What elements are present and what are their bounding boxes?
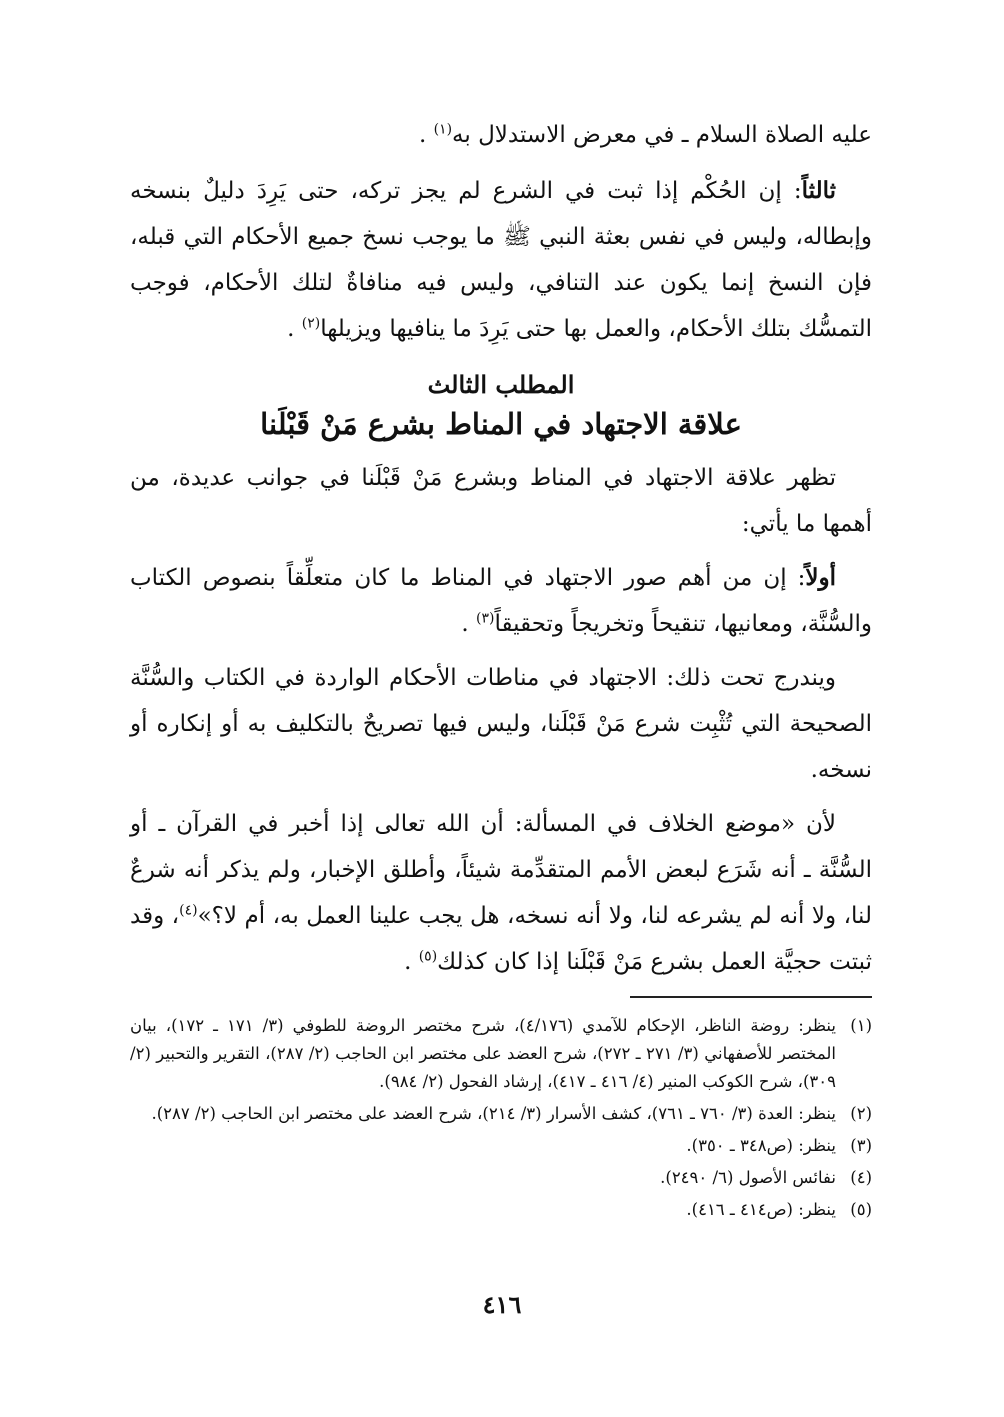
footnote-ref-1[interactable]: (١) xyxy=(433,121,453,138)
footnote-ref-2[interactable]: (٢) xyxy=(301,315,321,332)
paragraph-quote: لأن «موضع الخلاف في المسألة: أن الله تعالى إذا أخبر في القرآن ـ أو السُّنَّة ـ أنه شَرَع لبعض الأمم المتقدِّمة شيئاً، وأطلق الإخبار، ولم يذكر أنه شرعٌ لنا، ولا أنه لم يشرعه لنا، ولا أنه نسخه، هل يجب علينا العمل به، أم لا؟»$^{(٤)}$، وقد ثبتت حجيَّة العمل بشرع مَنْ قَبْلَنا إذا كان كذلك$^{(٥)}$ . xyxy=(130,811,872,975)
footnote-separator xyxy=(630,996,872,998)
paragraph-included: ويندرج تحت ذلك: الاجتهاد في مناطات الأحكام الواردة في الكتاب والسُّنَّة الصحيحة التي تُثْبِت شرع مَنْ قَبْلَنا، وليس فيها تصريحٌ بالتكليف به أو إنكاره أو نسخه. xyxy=(130,665,872,783)
footnote-item xyxy=(130,1012,872,1096)
section-heading: المطلب الثالث xyxy=(427,370,575,399)
page-number: ٤١٦ xyxy=(482,1290,522,1319)
footnote-text: نفائس الأصول (٦/ ٢٤٩٠). xyxy=(660,1168,836,1187)
footnote-text: ينظر: (ص٤١٤ ـ ٤١٦). xyxy=(686,1200,836,1219)
footnote-ref-3[interactable]: (٣) xyxy=(476,610,495,627)
footnote-item xyxy=(130,1196,872,1224)
footnote-ref-5[interactable]: (٥) xyxy=(418,948,438,965)
lead-word-thirdly: ثالثاً xyxy=(801,177,836,204)
footnote-item xyxy=(130,1164,872,1192)
footnote-number: (٣) xyxy=(850,1136,872,1155)
page-body xyxy=(130,112,872,993)
footnote-number: (١) xyxy=(850,1016,872,1035)
lead-word-firstly: أولاً xyxy=(805,564,836,591)
footnote-text: ينظر: روضة الناظر، الإحكام للآمدي (٤/١٧٦)، شرح مختصر الروضة للطوفي (٣/ ١٧١ ـ ١٧٢)، بيان المختصر للأصفهاني (٣/ ٢٧١ ـ ٢٧٢)، شرح العضد على مختصر ابن الحاجب (٢/ ٢٨٧)، التقرير والتحبير (٢/ ٣٠٩)، شرح الكوكب المنير (٤/ ٤١٦ ـ ٤١٧)، إرشاد الفحول (٢/ ٩٨٤). xyxy=(130,1016,837,1091)
footnote-text: ينظر: العدة (٣/ ٧٦٠ ـ ٧٦١)، كشف الأسرار (٣/ ٢١٤)، شرح العضد على مختصر ابن الحاجب (٢/ ٢٨٧). xyxy=(151,1104,836,1123)
paragraph-intro: تظهر علاقة الاجتهاد في المناط وبشرع مَنْ قَبْلَنا في جوانب عديدة، من أهمها ما يأتي: xyxy=(130,465,872,537)
section-title: علاقة الاجتهاد في المناط بشرع مَنْ قَبْلَنا xyxy=(260,407,742,441)
footnote-ref-4[interactable]: (٤) xyxy=(179,902,198,919)
paragraph-firstly: أولاً: إن من أهم صور الاجتهاد في المناط ما كان متعلِّقاً بنصوص الكتاب والسُّنَّة، ومعانيها، تنقيحاً وتخريجاً وتحقيقاً$^{(٣)}$ . xyxy=(130,564,872,637)
footnote-item xyxy=(130,1100,872,1128)
footnote-number: (٢) xyxy=(850,1104,872,1123)
footnote-number: (٤) xyxy=(850,1168,872,1187)
paragraph-thirdly: ثالثاً: إن الحُكْم إذا ثبت في الشرع لم يجز تركه، حتى يَرِدَ دليلٌ بنسخه وإبطاله، وليس في نفس بعثة النبي ﷺ ما يوجب نسخ جميع الأحكام التي قبله، فإن النسخ إنما يكون عند التنافي، وليس فيه منافاةٌ لتلك الأحكام، فوجب التمسُّك بتلك الأحكام، والعمل بها حتى يَرِدَ ما ينافيها ويزيلها$^{(٢)}$ . xyxy=(130,177,872,342)
footnote-item xyxy=(130,1132,872,1160)
footnote-number: (٥) xyxy=(850,1200,872,1219)
footnotes xyxy=(130,1012,872,1228)
paragraph-continuation: عليه الصلاة السلام ـ في معرض الاستدلال به$^{(١)}$ . xyxy=(418,121,872,148)
footnote-text: ينظر: (ص٣٤٨ ـ ٣٥٠). xyxy=(686,1136,836,1155)
